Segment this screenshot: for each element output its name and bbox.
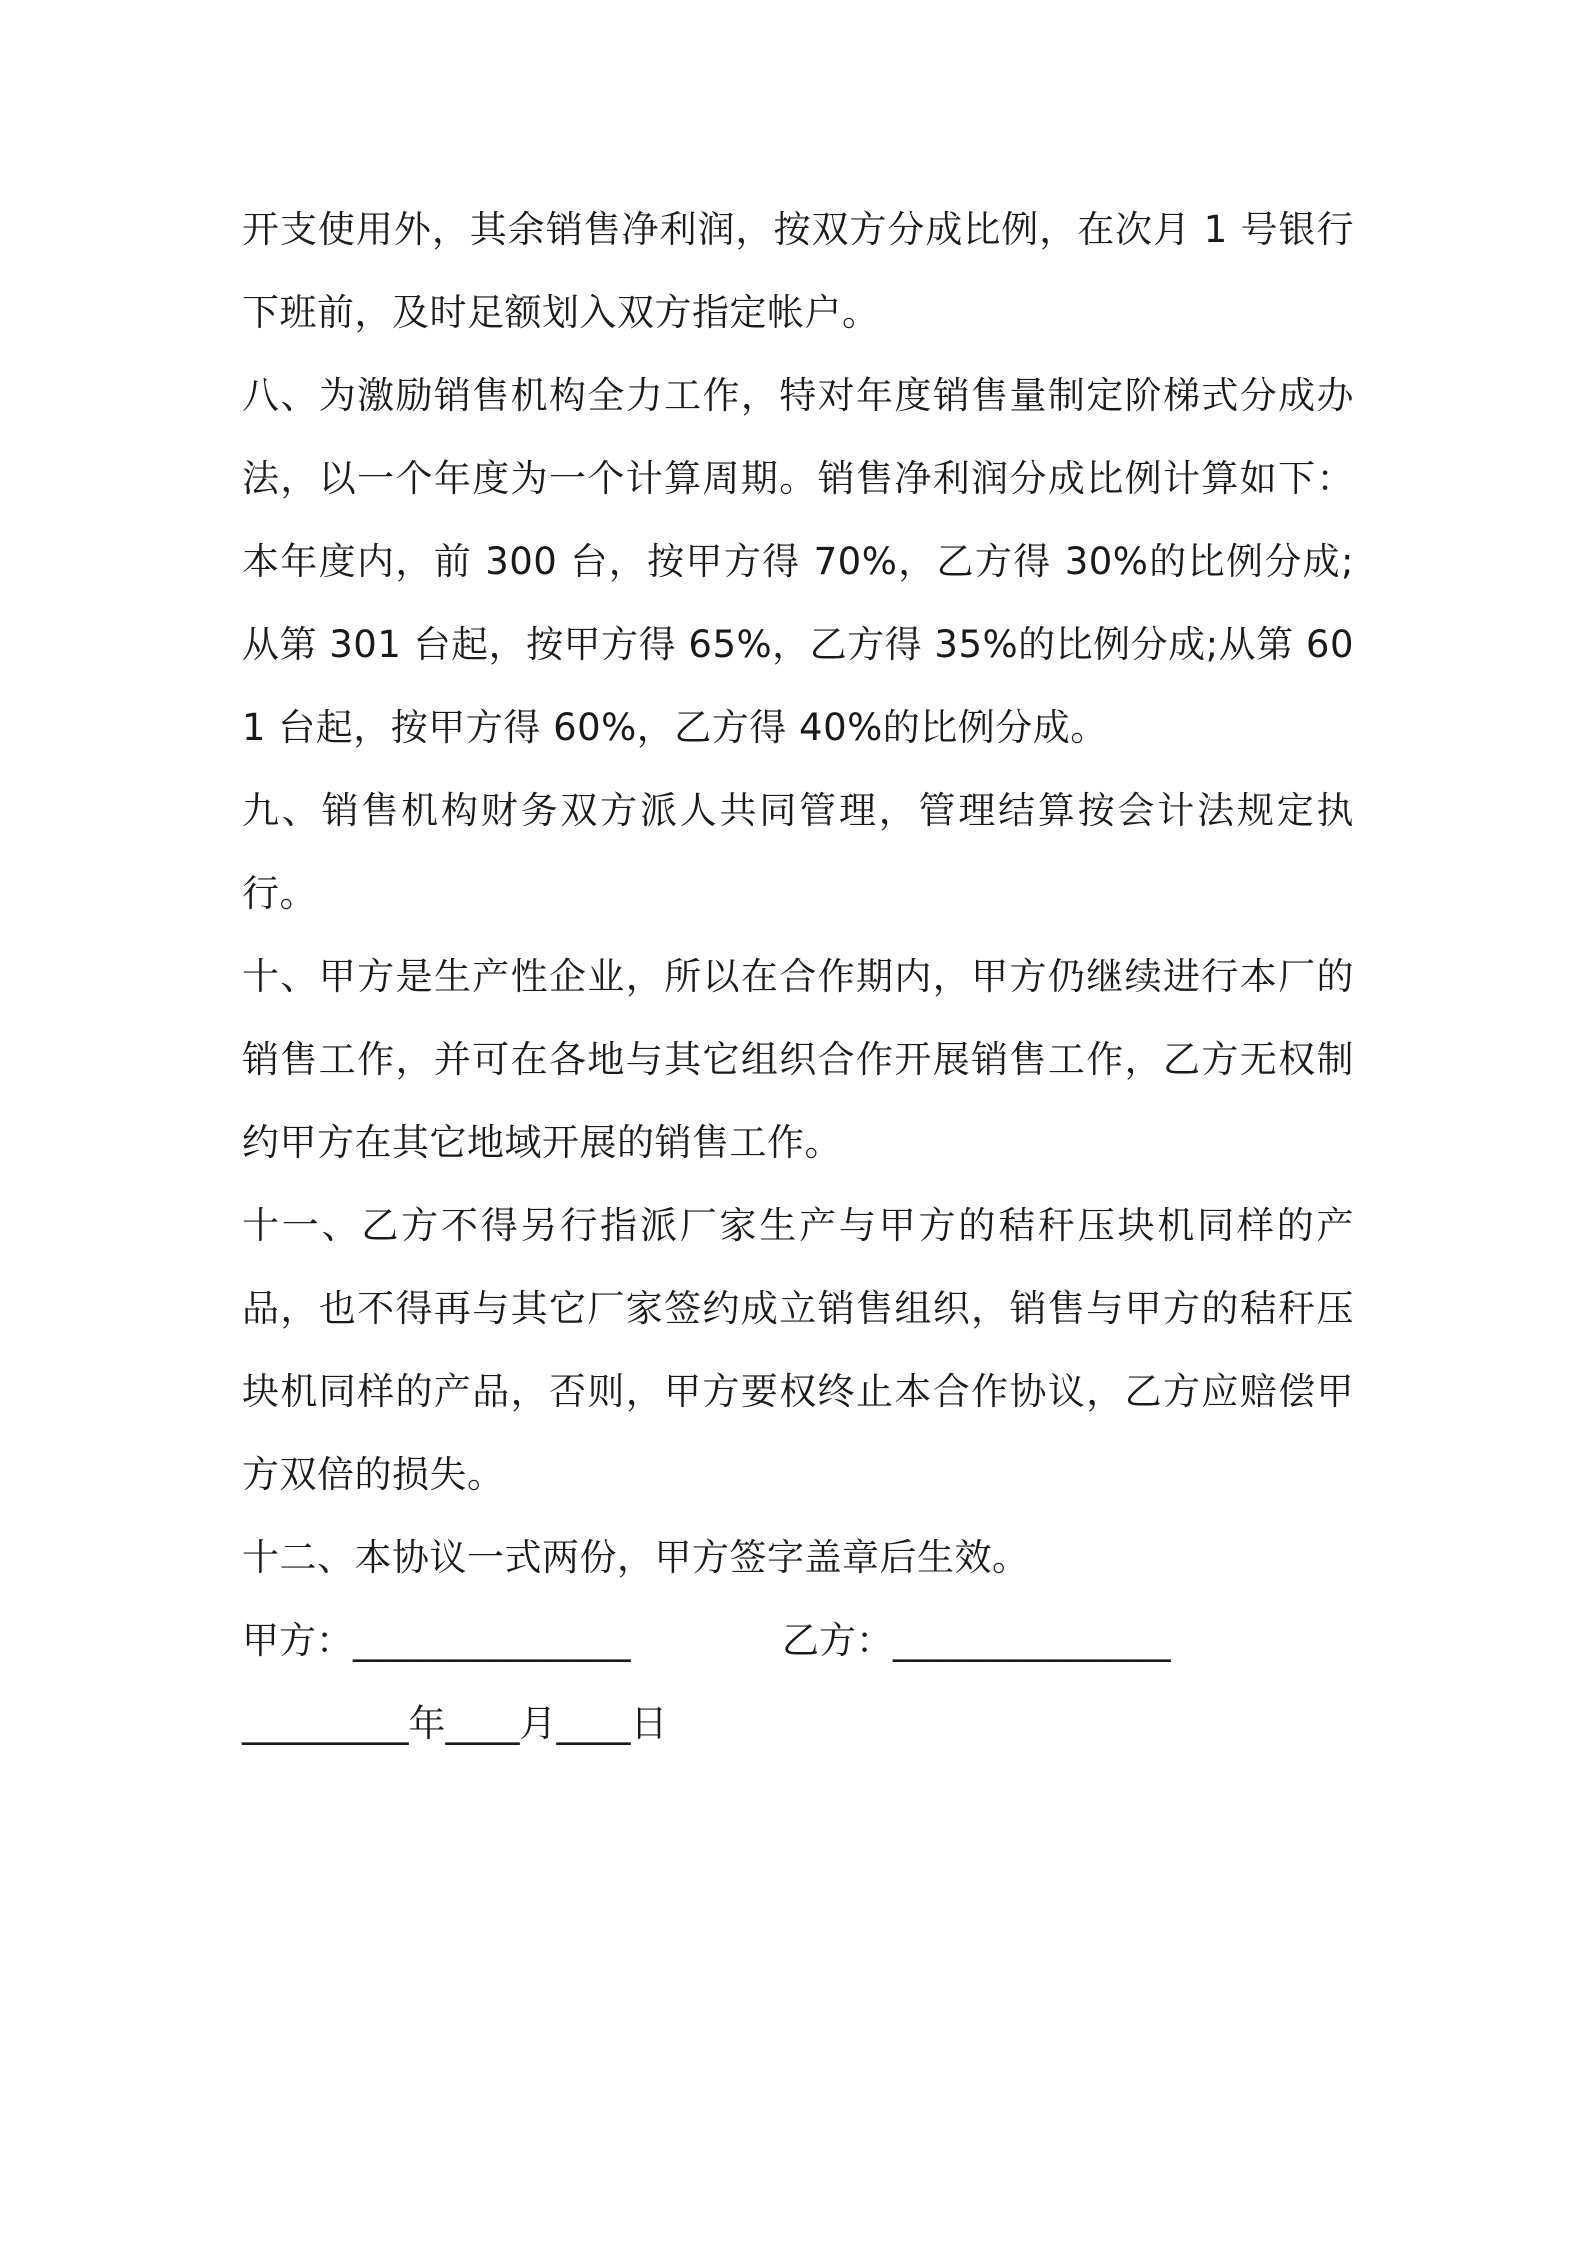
party-b-signature: 乙方：_______________ [782, 1619, 1171, 1662]
paragraph-clause-8: 八、为激励销售机构全力工作，特对年度销售量制定阶梯式分成办法，以一个年度为一个计算周期。销售净利润分成比例计算如下：本年度内，前 300 台，按甲方得 70%，乙方得 30%的比例分成;从第 301 台起，按甲方得 65%，乙方得 35%的比例分成;从第 601 台起，按甲方得 60%，乙方得 40%的比例分成。 [242, 374, 1354, 749]
paragraph-profit-transfer: 开支使用外，其余销售净利润，按双方分成比例，在次月 1 号银行下班前，及时足额划入双方指定帐户。 [242, 208, 1354, 334]
document-body [242, 188, 1354, 1765]
paragraph-clause-12: 十二、本协议一式两份，甲方签字盖章后生效。 [242, 1536, 1030, 1579]
party-a-signature: 甲方：_______________ [242, 1619, 631, 1662]
date-line: _________年____月____日 [242, 1702, 668, 1745]
paragraph-clause-11: 十一、乙方不得另行指派厂家生产与甲方的秸秆压块机同样的产品，也不得再与其它厂家签约成立销售组织，销售与甲方的秸秆压块机同样的产品，否则，甲方要权终止本合作协议，乙方应赔偿甲方双倍的损失。 [242, 1204, 1354, 1496]
paragraph-clause-9: 九、销售机构财务双方派人共同管理，管理结算按会计法规定执行。 [242, 789, 1354, 915]
signature-row [242, 1599, 1354, 1682]
paragraph-clause-10: 十、甲方是生产性企业，所以在合作期内，甲方仍继续进行本厂的销售工作，并可在各地与其它组织合作开展销售工作，乙方无权制约甲方在其它地域开展的销售工作。 [242, 955, 1354, 1164]
